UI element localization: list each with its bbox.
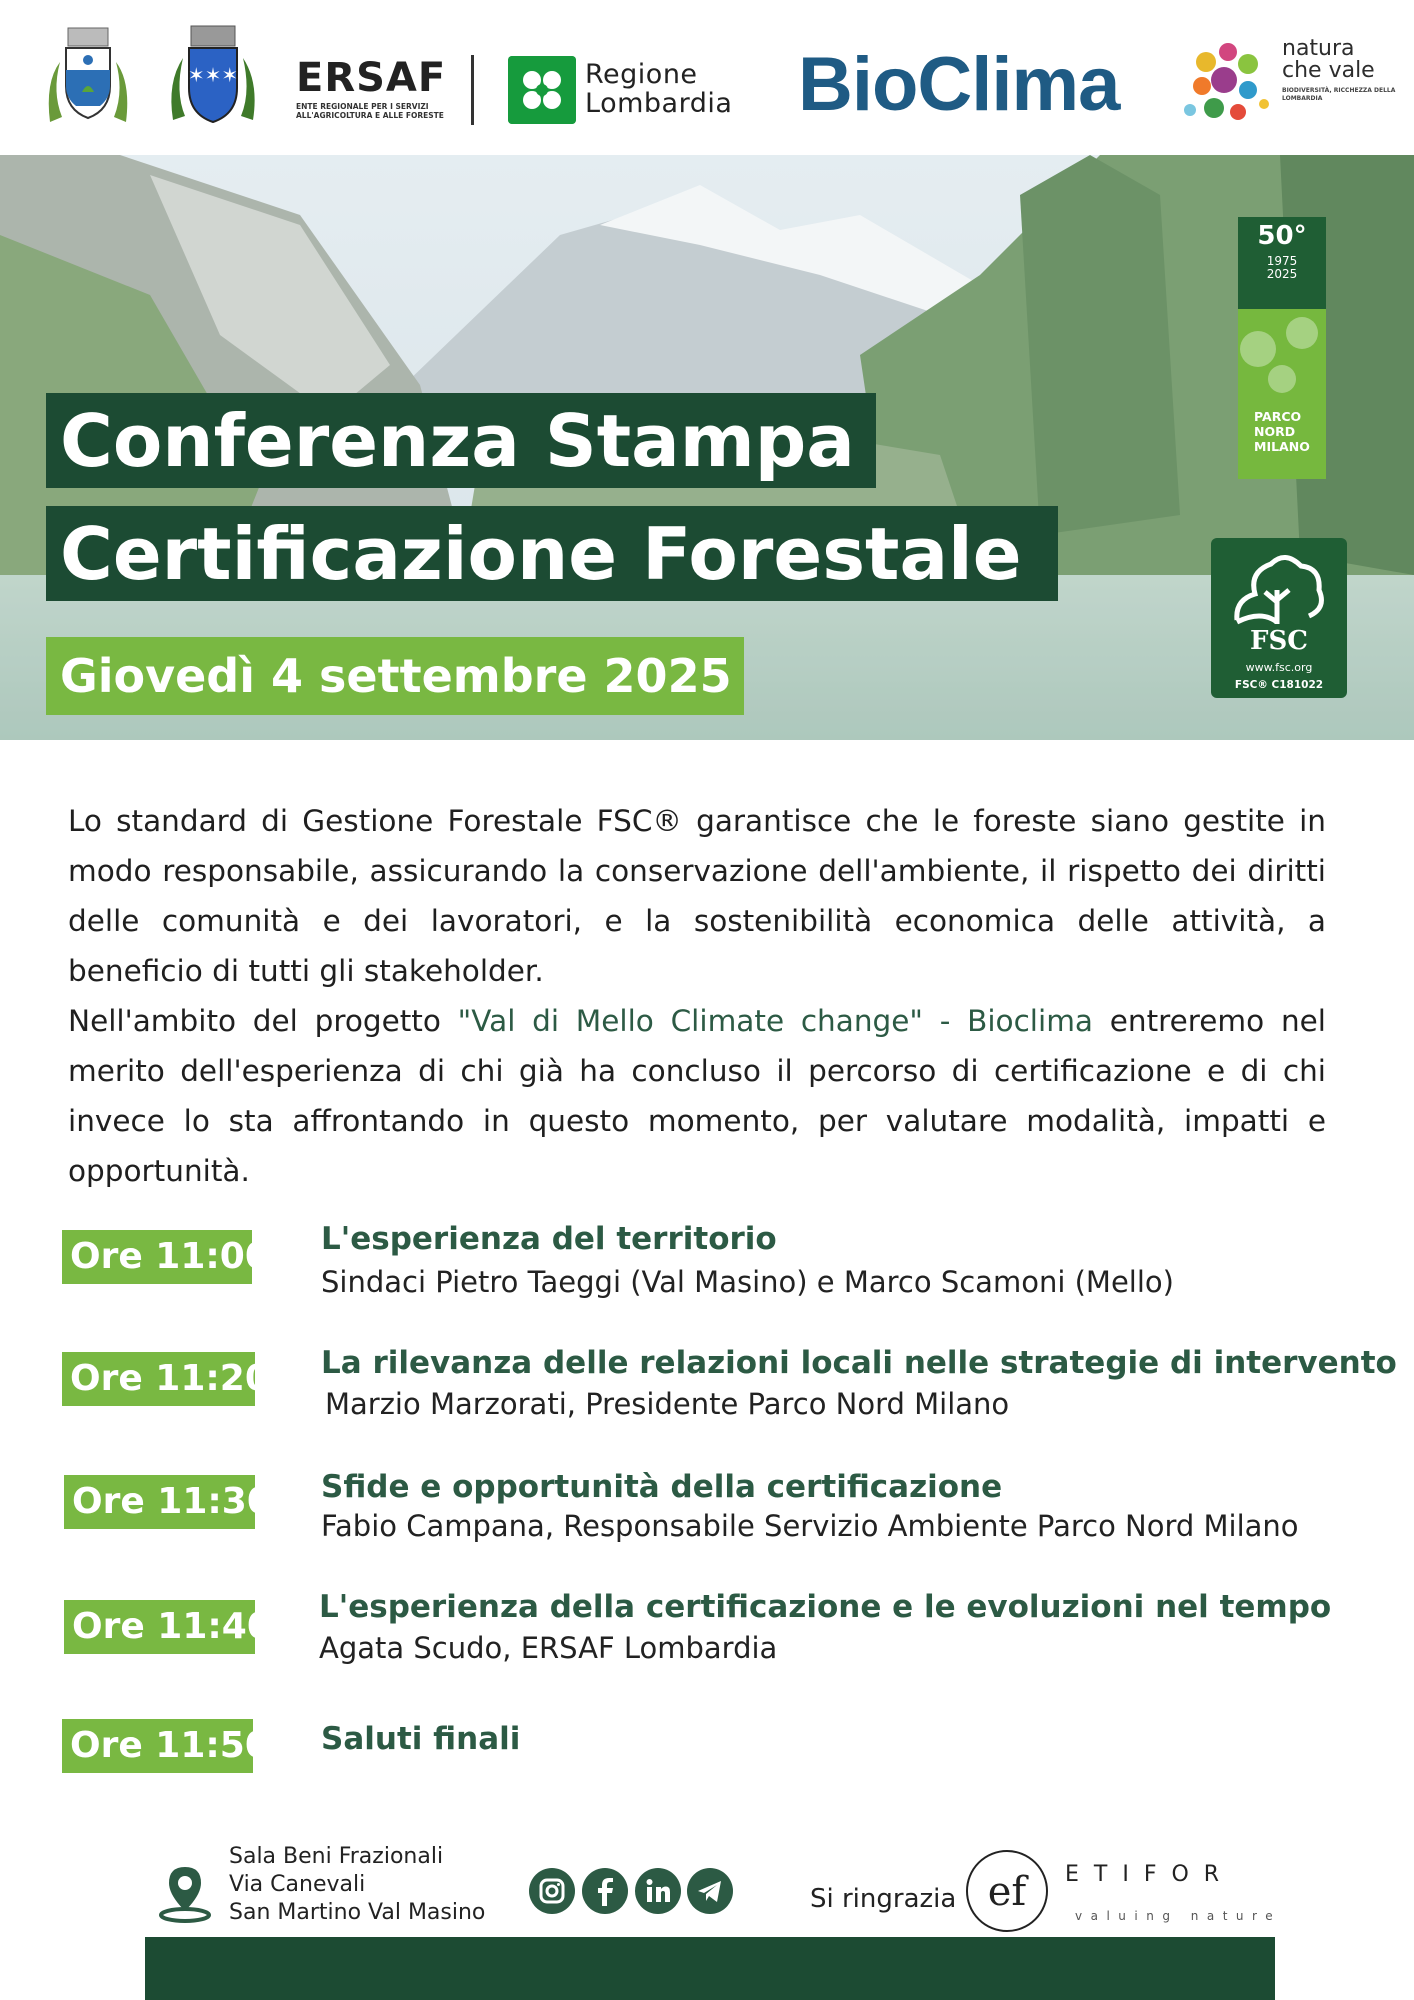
- talk-title: Sfide e opportunità della certificazione: [321, 1469, 1003, 1505]
- fsc-license-code: FSC® C181022: [1234, 679, 1324, 691]
- intro-p2-start: Nell'ambito del progetto: [68, 1004, 458, 1038]
- parco-badge-top: [1238, 217, 1326, 309]
- puzzle-piece-icon: [1238, 309, 1326, 399]
- regione-lombardia-logo: [585, 60, 732, 118]
- ersaf-subtitle: ENTE REGIONALE PER I SERVIZI ALL'AGRICOLTURA E ALLE FORESTE: [296, 102, 444, 120]
- ncv-title-line1: natura: [1282, 36, 1355, 61]
- intro-paragraph-1: Lo standard di Gestione Forestale FSC® garantisce che le foreste siano gestite in modo responsabile, assicurando la conservazione dell'ambiente, il rispetto dei diritti delle comunità e dei lavoratori, e la sostenibilità economica delle attività, a beneficio di tutti gli stakeholder.: [68, 804, 1326, 988]
- svg-text:ef: ef: [987, 1869, 1027, 1915]
- hero-banner: [0, 155, 1414, 740]
- talk-speaker: Agata Scudo, ERSAF Lombardia: [319, 1631, 778, 1665]
- talk-speaker: Fabio Campana, Responsabile Servizio Ambiente Parco Nord Milano: [321, 1509, 1299, 1543]
- linkedin-icon[interactable]: [635, 1868, 681, 1914]
- thanks-label: Si ringrazia: [810, 1884, 957, 1914]
- natura-che-vale-flower-logo: [1176, 32, 1298, 138]
- page-title-line-1: Conferenza Stampa: [60, 399, 855, 483]
- svg-text:✶✶✶: ✶✶✶: [187, 63, 239, 87]
- footer-bar: [145, 1937, 1275, 2000]
- intro-p2-end: entreremo nel merito dell'esperienza di chi già ha concluso il percorso di certificazione e di chi invece lo sta affrontando in questo momento, per valutare modalità, impatti e opportunità.: [68, 1004, 1326, 1188]
- ncv-title-line2: che vale: [1282, 58, 1375, 83]
- parco-anniversary: 50°: [1257, 221, 1307, 251]
- location-pin-icon: [157, 1863, 213, 1923]
- talk-title: L'esperienza del territorio: [321, 1221, 777, 1257]
- fsc-url: www.fsc.org: [1245, 661, 1313, 674]
- time-badge: [62, 1352, 270, 1406]
- title-line-1-box: [46, 393, 876, 488]
- talk-speaker: Marzio Marzorati, Presidente Parco Nord Milano: [325, 1387, 1010, 1421]
- time-label: Ore 11:00: [70, 1236, 270, 1277]
- project-name: "Val di Mello Climate change" - Bioclima: [457, 1004, 1094, 1038]
- time-badge: [62, 1719, 270, 1773]
- lombardia-line: Lombardia: [585, 88, 733, 119]
- sponsor-name: ETIFOR: [1065, 1862, 1235, 1887]
- municipal-crest-right-logo: [165, 22, 261, 140]
- venue-name: Sala Beni Frazionali: [229, 1844, 444, 1869]
- logo-separator: [471, 55, 474, 125]
- municipal-crest-left-logo: [40, 22, 136, 140]
- time-label: Ore 11:40: [72, 1606, 272, 1647]
- time-label: Ore 11:30: [72, 1481, 272, 1522]
- ersaf-wordmark: ERSAF: [296, 55, 447, 101]
- talk-title: L'esperienza della certificazione e le evoluzioni nel tempo: [319, 1589, 1332, 1625]
- ersaf-logo: [296, 55, 447, 120]
- fsc-wordmark: FSC: [1250, 626, 1308, 656]
- fsc-tree-icon: [1231, 550, 1327, 628]
- instagram-icon[interactable]: [529, 1868, 575, 1914]
- talk-speaker: Sindaci Pietro Taeggi (Val Masino) e Marco Scamoni (Mello): [321, 1265, 1174, 1299]
- venue-town: San Martino Val Masino: [229, 1900, 486, 1925]
- facebook-icon[interactable]: [582, 1868, 628, 1914]
- intro-text: [68, 796, 1326, 1196]
- page-title-line-2: Certificazione Forestale: [60, 512, 1022, 596]
- time-label: Ore 11:20: [70, 1358, 270, 1399]
- regione-lombardia-mark-icon: [508, 56, 576, 124]
- parco-years: 1975 2025: [1266, 254, 1298, 281]
- bioclima-logo: BioClima: [798, 42, 1120, 127]
- sponsor-tagline: valuing nature: [1075, 1909, 1282, 1923]
- time-badge: [64, 1475, 272, 1529]
- event-date-box: [46, 637, 744, 715]
- title-line-2-box: [46, 506, 1058, 601]
- parco-name: PARCO NORD MILANO: [1254, 409, 1310, 454]
- talk-title: La rilevanza delle relazioni locali nelle strategie di intervento: [321, 1345, 1397, 1381]
- intro-paragraph-2: [68, 996, 1326, 1196]
- time-label: Ore 11:50: [70, 1725, 270, 1766]
- etifor-ef-logo-icon: [963, 1847, 1051, 1935]
- fsc-certification-badge: [1211, 538, 1347, 698]
- talk-title: Saluti finali: [321, 1721, 521, 1757]
- parco-nord-milano-badge: [1238, 217, 1326, 479]
- regione-line: Regione: [585, 59, 698, 90]
- header-logos-bar: [0, 0, 1414, 155]
- venue-address: [229, 1843, 485, 1927]
- ncv-subtitle: BIODIVERSITÀ, RICCHEZZA DELLA LOMBARDIA: [1282, 87, 1396, 102]
- time-badge: [64, 1600, 272, 1654]
- venue-street: Via Canevali: [229, 1872, 366, 1897]
- natura-che-vale-logo: [1282, 38, 1402, 103]
- telegram-icon[interactable]: [687, 1868, 733, 1914]
- event-date: Giovedì 4 settembre 2025: [60, 649, 732, 703]
- time-badge: [62, 1230, 270, 1284]
